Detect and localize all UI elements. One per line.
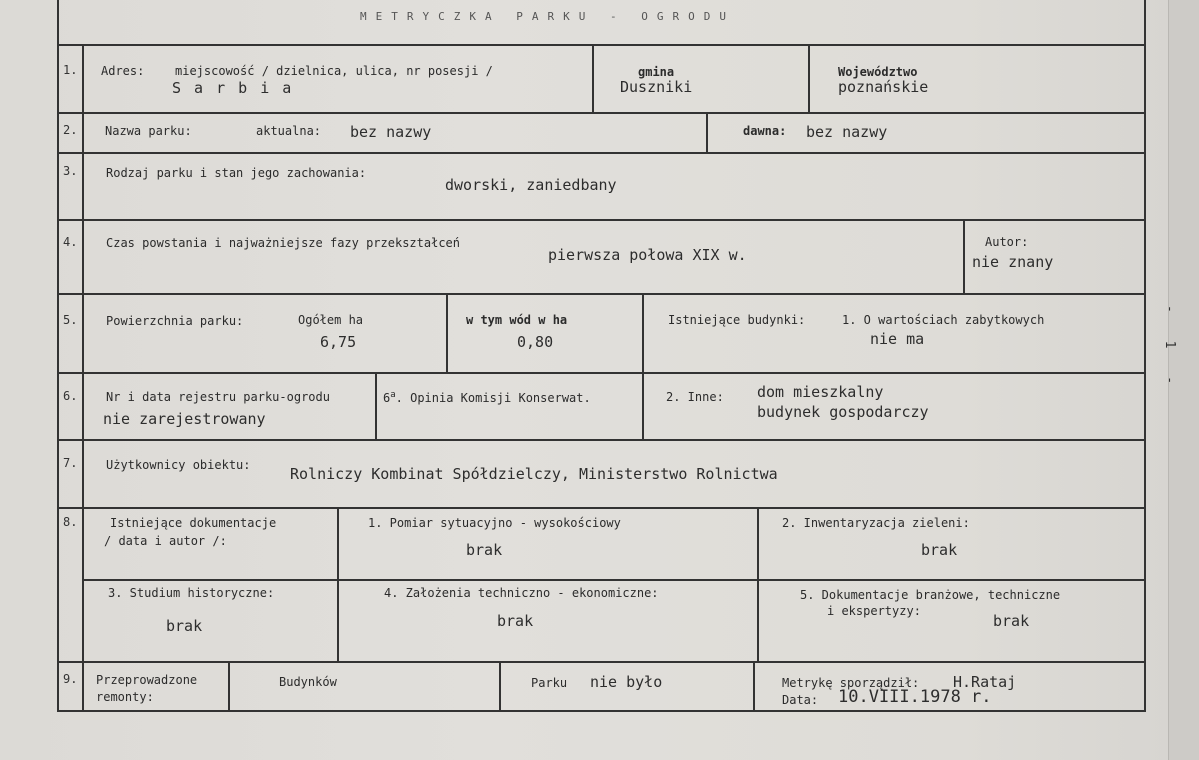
opinion-label bbox=[383, 390, 591, 405]
divider bbox=[228, 661, 230, 712]
water-area-label: w tym wód w ha bbox=[466, 313, 568, 327]
opinion-text: . Opinia Komisji Konserwat. bbox=[395, 391, 591, 405]
tech-economic-label: 4. Założenia techniczno - ekonomiczne: bbox=[384, 586, 659, 600]
documentation-sublabel: / data i autor /: bbox=[104, 534, 227, 548]
users-label: Użytkownicy obiektu: bbox=[106, 458, 251, 472]
greenery-value: brak bbox=[921, 541, 958, 559]
monument-buildings-value: nie ma bbox=[870, 330, 925, 348]
opinion-superscript: a bbox=[390, 390, 396, 400]
rule bbox=[57, 661, 1146, 663]
row-number: 2. bbox=[63, 123, 78, 137]
divider bbox=[337, 507, 339, 663]
rule bbox=[57, 507, 1146, 509]
former-name-label: dawna: bbox=[743, 124, 787, 138]
other-buildings-label: 2. Inne: bbox=[666, 390, 724, 404]
row-number: 3. bbox=[63, 164, 78, 178]
creation-time-value: pierwsza połowa XIX w. bbox=[548, 246, 747, 264]
water-area-value: 0,80 bbox=[517, 333, 554, 351]
rule bbox=[57, 710, 1146, 712]
creation-time-label: Czas powstania i najważniejsze fazy przekształceń bbox=[106, 236, 461, 250]
divider bbox=[642, 293, 644, 441]
author-value: nie znany bbox=[972, 253, 1054, 271]
rule bbox=[57, 372, 1146, 374]
branch-docs-value: brak bbox=[993, 612, 1030, 630]
frame-left bbox=[57, 0, 59, 712]
rule bbox=[57, 152, 1146, 154]
row-number: 9. bbox=[63, 672, 78, 686]
opinion-number: 6 bbox=[383, 391, 391, 405]
park-repairs-value: nie było bbox=[590, 673, 663, 691]
users-value: Rolniczy Kombinat Spółdzielczy, Ministerstwo Rolnictwa bbox=[290, 465, 778, 483]
other-buildings-line2: budynek gospodarczy bbox=[757, 403, 929, 421]
divider bbox=[706, 112, 708, 154]
survey-value: brak bbox=[466, 541, 503, 559]
page-number: - 1 - bbox=[1162, 305, 1177, 395]
divider bbox=[446, 293, 448, 374]
branch-docs-label: 5. Dokumentacje branżowe, techniczne bbox=[800, 588, 1061, 602]
branch-docs-sublabel: i ekspertyzy: bbox=[827, 604, 921, 618]
history-study-value: brak bbox=[166, 617, 203, 635]
rule bbox=[57, 439, 1146, 441]
park-type-value: dworski, zaniedbany bbox=[445, 176, 617, 194]
rule bbox=[57, 44, 1146, 46]
address-label: Adres: bbox=[101, 64, 145, 78]
survey-label: 1. Pomiar sytuacyjno - wysokościowy bbox=[368, 516, 621, 530]
park-name-label: Nazwa parku: bbox=[105, 124, 192, 138]
monument-buildings-label: 1. O wartościach zabytkowych bbox=[842, 313, 1045, 327]
rule bbox=[84, 579, 1146, 581]
row-number: 4. bbox=[63, 235, 78, 249]
number-column-line bbox=[82, 44, 84, 712]
greenery-label: 2. Inwentaryzacja zieleni: bbox=[782, 516, 970, 530]
gmina-label: gmina bbox=[638, 65, 675, 79]
register-label: Nr i data rejestru parku-ogrodu bbox=[106, 390, 330, 404]
former-name-value: bez nazwy bbox=[806, 123, 888, 141]
area-label: Powierzchnia parku: bbox=[106, 314, 244, 328]
gmina-value: Duszniki bbox=[620, 78, 693, 96]
divider bbox=[592, 44, 594, 114]
row-number: 6. bbox=[63, 389, 78, 403]
divider bbox=[963, 219, 965, 295]
voivodeship-label: Województwo bbox=[838, 65, 918, 79]
buildings-repairs-label: Budynków bbox=[279, 675, 337, 689]
repairs-sublabel: remonty: bbox=[96, 690, 154, 704]
tech-economic-value: brak bbox=[497, 612, 534, 630]
address-hint: miejscowość / dzielnica, ulica, nr posesji / bbox=[175, 64, 493, 78]
row-number: 8. bbox=[63, 515, 78, 529]
current-name-value: bez nazwy bbox=[350, 123, 432, 141]
total-area-label: Ogółem ha bbox=[298, 313, 364, 327]
rule bbox=[57, 219, 1146, 221]
divider bbox=[753, 661, 755, 712]
voivodeship-value: poznańskie bbox=[838, 78, 929, 96]
other-buildings-line1: dom mieszkalny bbox=[757, 383, 884, 401]
date-value: 10.VIII.1978 r. bbox=[838, 687, 992, 707]
prepared-by-label: Metrykę sporządził: bbox=[782, 676, 920, 690]
register-value: nie zarejestrowany bbox=[103, 410, 266, 428]
park-type-label: Rodzaj parku i stan jego zachowania: bbox=[106, 166, 367, 180]
documentation-label: Istniejące dokumentacje bbox=[110, 516, 277, 530]
row-number: 5. bbox=[63, 313, 78, 327]
row-number: 7. bbox=[63, 456, 78, 470]
repairs-label: Przeprowadzone bbox=[96, 673, 198, 687]
frame-right bbox=[1144, 0, 1146, 712]
form-title: METRYCZKA PARKU - OGRODU bbox=[360, 10, 735, 23]
history-study-label: 3. Studium historyczne: bbox=[108, 586, 275, 600]
existing-buildings-label: Istniejące budynki: bbox=[668, 313, 806, 327]
row-number: 1. bbox=[63, 63, 78, 77]
author-label: Autor: bbox=[985, 235, 1029, 249]
prepared-by-value: H.Rataj bbox=[953, 673, 1017, 691]
divider bbox=[375, 372, 377, 441]
rule bbox=[57, 112, 1146, 114]
rule bbox=[57, 293, 1146, 295]
date-label: Data: bbox=[782, 693, 819, 707]
park-repairs-label: Parku bbox=[531, 676, 568, 690]
divider bbox=[808, 44, 810, 114]
divider bbox=[499, 661, 501, 712]
divider bbox=[757, 507, 759, 663]
current-name-label: aktualna: bbox=[256, 124, 322, 138]
total-area-value: 6,75 bbox=[320, 333, 357, 351]
address-value: S a r b i a bbox=[172, 79, 294, 97]
